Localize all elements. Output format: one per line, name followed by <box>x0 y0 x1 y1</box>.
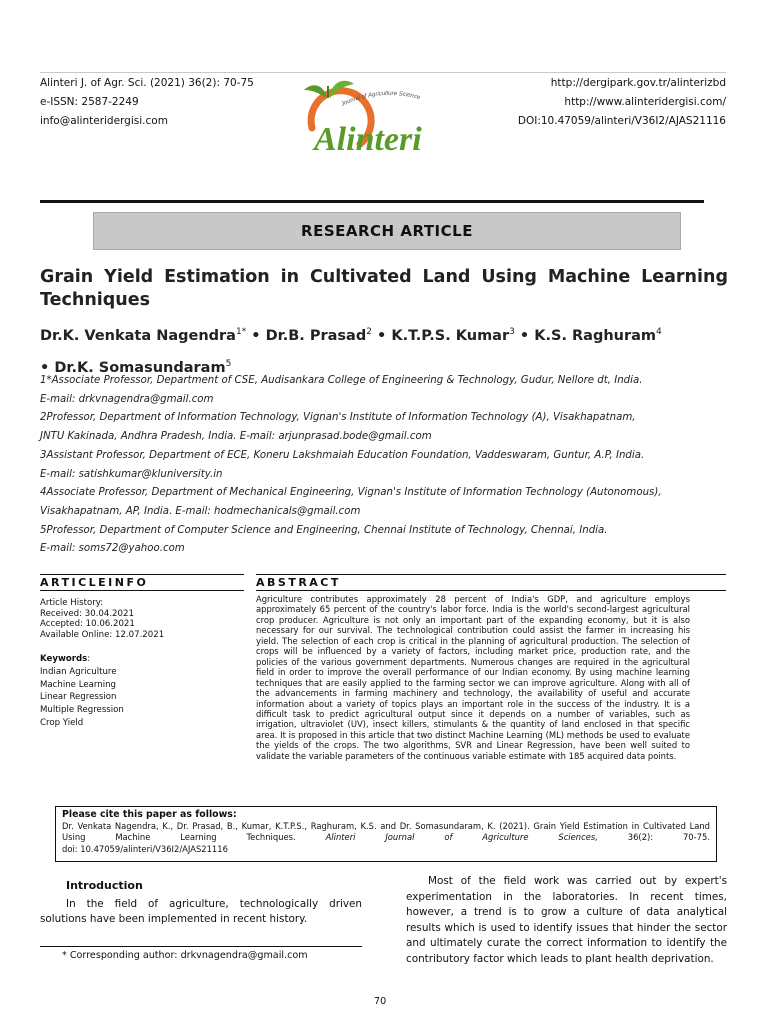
author-4: K.S. Raghuram$^4$ <box>534 327 662 344</box>
journal-info <box>40 74 254 131</box>
citation-doi[interactable]: doi: 10.47059/alinteri/V36I2/AJAS21116 <box>62 844 228 854</box>
affiliation-line: 4Associate Professor, Department of Mechanical Engineering, Vignan's Institute of Information Technology (Autonomous), <box>40 487 662 499</box>
author-separator: • <box>251 327 261 344</box>
affiliation-line: 1*Associate Professor, Department of CSE, Audisankara College of Engineering & Technology, Gudur, Nellore dt, India. <box>40 375 643 386</box>
journal-email[interactable]: info@alinteridergisi.com <box>40 115 168 127</box>
page-number: 70 <box>374 996 387 1007</box>
author-separator: • <box>519 327 530 344</box>
footnote-rule <box>40 946 362 947</box>
history-label: Article History: <box>40 598 104 608</box>
abstract-bottom-rule <box>256 590 726 591</box>
logo-wordmark: Alinteri <box>314 121 422 158</box>
article-info-heading: ARTICLEINFO <box>40 576 149 589</box>
citation-heading: Please cite this paper as follows: <box>62 809 237 820</box>
author-2: Dr.B. Prasad$^2$ <box>265 327 372 344</box>
author-5: Dr.K. Somasundaram$^5$ <box>54 358 232 376</box>
author-separator: • <box>40 359 50 376</box>
keywords-label: Keywords <box>40 654 88 664</box>
journal-website-link[interactable]: http://www.alinteridergisi.com/ <box>564 96 726 108</box>
author-1: Dr.K. Venkata Nagendra$^{1*}$ <box>40 327 247 344</box>
info-bottom-rule <box>40 590 244 591</box>
citation-journal: Alinteri Journal of Agriculture Sciences, <box>325 832 598 842</box>
affiliation-line: 2Professor, Department of Information Technology, Vignan's Institute of Information Technology (A), Visakhapatnam, <box>40 412 636 424</box>
affiliation-line: 3Assistant Professor, Department of ECE, Koneru Lakshmaiah Education Foundation, Vaddeswaram, Guntur, A.P, India. <box>40 449 645 461</box>
keyword: Indian Agriculture <box>40 666 117 677</box>
journal-issn: e-ISSN: 2587-2249 <box>40 96 139 108</box>
abstract-text: Agriculture contributes approximately 28 percent of India's GDP, and agriculture employs approximately 65 percent of the country's labor force. India is the world's second-largest agricultural crop producer. Agriculture is not only an important part of the expanding economy, but it is also necessary for our survival. The technological contribution could assist the farmer in increasing his yield. The selection of each crop is critical in the planning of agricultural production. The selection of crops will be influenced by a variety of factors, including market price, production rate, and the policies of the various government departments. Numerous changes are required in the agricultural field in order to improve the overall performance of our Indian economy. By using machine learning techniques that are easily applied to the farming sector we can improve agriculture. Along with all of the advancements in farming machinery and technology, the availability of useful and accurate information about a variety of topics plays an important role in the success of the industry. It is a difficult task to predict agricultural output since it depends on a number of variables, such as irrigation, ultraviolet (UV), insect killers, stimulants & the quantity of land enclosed in that specific area. It is proposed in this article that two distinct Machine Learning (ML) methods be used to evaluate the yields of the crops. The two algorithms, SVR and Linear Regression, have been well suited to validate the variable parameters of the continuous variable estimate with 185 acquired data points. <box>256 594 690 761</box>
keyword: Machine Learning <box>40 679 117 690</box>
affiliation-line: E-mail: drkvnagendra@gmail.com <box>40 393 214 405</box>
keyword: Crop Yield <box>40 717 84 728</box>
intro-left-column: In the field of agriculture, technologically driven solutions have been implemented in recent history. <box>40 898 362 925</box>
header-rule <box>40 72 726 73</box>
article-history <box>40 598 240 641</box>
affiliations <box>40 372 728 559</box>
author-separator: • <box>377 327 387 344</box>
online-date: Available Online: 12.07.2021 <box>40 630 165 641</box>
journal-links <box>518 74 726 131</box>
doi-text: DOI:10.47059/alinteri/V36I2/AJAS21116 <box>517 115 726 127</box>
intro-right-column: Most of the field work was carried out by expert's experimentation in the laboratories. In recent times, however, a trend is to grow a culture of data analytical results which is used to identify issues that hinder the sector and ultimately curate the correct information to identify the contributory factor which leads to plant health deprivation. <box>406 875 727 965</box>
introduction-heading: Introduction <box>66 879 143 892</box>
journal-citation: Alinteri J. of Agr. Sci. (2021) 36(2): 70-75 <box>40 77 254 89</box>
received-date: Received: 30.04.2021 <box>40 608 134 619</box>
article-type: RESEARCH ARTICLE <box>301 222 473 240</box>
alinteri-logo <box>290 76 440 162</box>
affiliation-line: E-mail: soms72@yahoo.com <box>40 543 185 555</box>
citation-text: Dr. Venkata Nagendra, K., Dr. Prasad, B., Kumar, K.T.P.S., Raghuram, K.S. and Dr. Somasundaram, K. (2021). Grain Yield Estimation in Cultivated Land Using Machine Learning Techniques. Alinteri Journal of Agriculture Sciences, 36(2): 70-75. <box>62 820 710 842</box>
article-type-banner <box>93 212 681 250</box>
keyword: Multiple Regression <box>40 705 124 716</box>
corresponding-author-footnote: * Corresponding author: drkvnagendra@gmail.com <box>62 950 308 961</box>
affiliation-line: E-mail: satishkumar@kluniversity.in <box>40 468 223 480</box>
dergipark-link[interactable]: http://dergipark.gov.tr/alinterizbd <box>550 77 726 89</box>
logo-subtitle: Journal of Agriculture Science <box>340 90 421 108</box>
affiliation-line: Visakhapatnam, AP, India. E-mail: hodmechanicals@gmail.com <box>40 505 361 517</box>
citation-box <box>55 806 717 862</box>
paper-title: Grain Yield Estimation in Cultivated Land Using Machine Learning Techniques <box>40 267 728 310</box>
keywords-block: Keywords: Indian Agriculture Machine Learning Linear Regression Multiple Regression Crop Yield <box>40 653 240 730</box>
affiliation-line: JNTU Kakinada, Andhra Pradesh, India. E-mail: arjunprasad.bode@gmail.com <box>40 431 432 443</box>
affiliation-line: 5Professor, Department of Computer Science and Engineering, Chennai Institute of Technology, Chennai, India. <box>40 524 608 536</box>
accepted-date: Accepted: 10.06.2021 <box>40 619 135 630</box>
title-rule <box>40 200 704 203</box>
info-top-rule <box>40 574 244 575</box>
author-3: K.T.P.S. Kumar$^3$ <box>391 327 515 344</box>
keyword: Linear Regression <box>40 692 117 703</box>
abstract-heading: ABSTRACT <box>256 576 341 589</box>
abstract-top-rule <box>256 574 726 575</box>
